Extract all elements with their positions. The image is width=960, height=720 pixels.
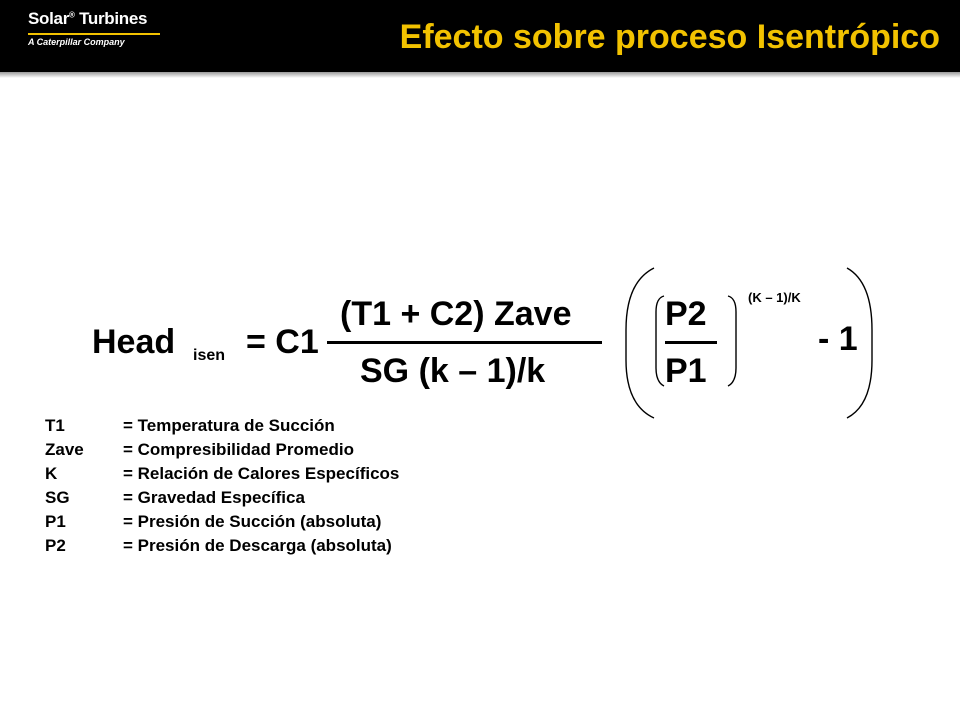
pressure-ratio-numerator: P2 [665, 295, 707, 333]
legend-symbol: K [45, 464, 58, 483]
legend-row-p1 [45, 510, 399, 534]
legend-symbol: Zave [45, 440, 84, 459]
legend-row-t1 [45, 414, 399, 438]
logo-name-part1: Solar [28, 9, 70, 28]
legend-row-k [45, 462, 399, 486]
slide-title: Efecto sobre proceso Isentrópico [399, 18, 940, 56]
legend-definition: = Gravedad Específica [123, 488, 305, 507]
legend-definition: = Relación de Calores Específicos [123, 464, 400, 483]
exponent: (K – 1)/K [748, 290, 801, 305]
equation-lhs-subscript: isen [193, 347, 226, 364]
legend-definition: = Presión de Descarga (absoluta) [123, 536, 392, 555]
inner-left-bracket [656, 296, 664, 386]
minus-one: - 1 [818, 320, 858, 358]
fraction-numerator: (T1 + C2) Zave [340, 295, 572, 333]
legend-definition: = Compresibilidad Promedio [123, 440, 354, 459]
logo-tagline: A Caterpillar Company [28, 37, 125, 47]
logo-registered-mark: ® [69, 10, 75, 20]
legend-symbol: SG [45, 488, 70, 507]
inner-right-bracket [728, 296, 736, 386]
legend-row-p2 [45, 534, 399, 558]
legend-symbol: P1 [45, 512, 66, 531]
logo-name-part2: Turbines [79, 9, 148, 28]
legend-symbol: P2 [45, 536, 66, 555]
legend-row-sg [45, 486, 399, 510]
legend-symbol: T1 [45, 416, 65, 435]
equation-equals-c1: = C1 [246, 323, 319, 361]
pressure-ratio-denominator: P1 [665, 352, 707, 390]
legend-row-zave [45, 438, 399, 462]
fraction-denominator: SG (k – 1)/k [360, 352, 546, 390]
outer-left-bracket [626, 268, 654, 418]
legend-definition: = Temperatura de Succión [123, 416, 335, 435]
variable-legend [45, 414, 399, 558]
equation-lhs: Head [92, 323, 176, 361]
legend-definition: = Presión de Succión (absoluta) [123, 512, 382, 531]
outer-right-bracket [847, 268, 872, 418]
